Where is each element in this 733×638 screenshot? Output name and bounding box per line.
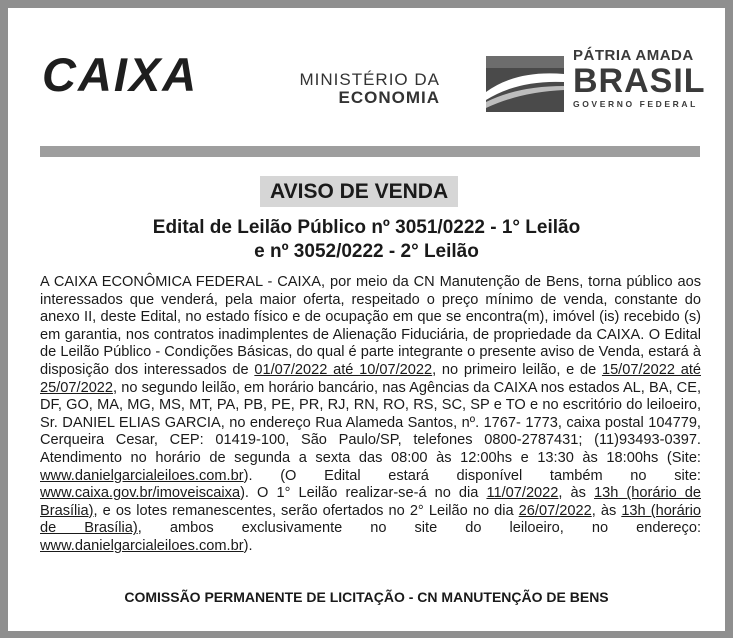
date-range-first-auction: 01/07/2022 até 10/07/2022 <box>254 361 433 378</box>
subtitle-line-2: e nº 3052/0222 - 2° Leilão <box>254 241 479 262</box>
ministerio-economia-logo <box>270 71 440 108</box>
date-range-second-auction: 15/07/2022 até 25/07/2022 <box>40 361 701 396</box>
notice-body <box>40 274 701 556</box>
body-segment: ). O 1° Leilão realizar-se-á no dia <box>240 485 487 502</box>
body-segment: , ambos exclusivamente no site do leiloeiro, no endereço: <box>137 520 702 537</box>
leiloeiro-site-link[interactable]: www.danielgarcialeiloes.com.br <box>40 467 244 484</box>
body-segment: , no primeiro leilão, e de <box>432 361 602 378</box>
brasil-text <box>573 48 706 109</box>
notice-footer: COMISSÃO PERMANENTE DE LICITAÇÃO - CN MANUTENÇÃO DE BENS <box>124 589 609 605</box>
second-auction-time: 13h (horário de Brasília) <box>40 502 702 537</box>
body-segment: , às <box>558 485 595 502</box>
body-segment: ). (O Edital estará disponível também no site: <box>243 467 701 484</box>
caixa-logo: CAIXA <box>42 48 199 101</box>
notice-title: AVISO DE VENDA <box>260 176 458 207</box>
body-segment: , às <box>591 502 622 519</box>
header <box>8 8 725 138</box>
body-segment: A CAIXA ECONÔMICA FEDERAL - CAIXA, por meio da CN Manutenção de Bens, torna público aos interessados que venderá, pela maior oferta, respeitado o preço mínimo de venda, constante do anexo II, deste Edital, no estado físico e de ocupação em que se encontra(m), imóvel (is) recebido (s) em garantia, nos contratos inadimplentes de Alienação Fiduciária, de propriedade da CAIXA. O Edital de Leilão Público - Condições Básicas, do qual é parte integrante o presente aviso de Venda, estará à disposição dos interessados de <box>40 274 701 378</box>
body-segment: , no segundo leilão, em horário bancário, nas Agências da CAIXA nos estados AL, BA, CE, DF, GO, MA, MG, MS, MT, PA, PB, PE, PR, RJ, RN, RO, RS, SC, SP e TO e no escritório do leiloeiro, Sr. DANIEL ELIAS GARCIA, no endereço Rua Alameda Santos, nº. 1767- 1773, caixa postal 104779, Cerqueira Cesar, CEP: 01419-100, São Paulo/SP, telefones 0800-2787431; (11)93493-0397. Atendimento no horário de segunda a sexta das 08:00 às 12:00hs e 13:30 às 18:00hs (Site: <box>40 379 701 466</box>
ministerio-line: MINISTÉRIO DA <box>299 70 440 89</box>
body-segment: , e os lotes remanescentes, serão ofertados no 2° Leilão no dia <box>93 502 519 519</box>
economia-line: ECONOMIA <box>338 88 440 107</box>
notice-subtitle <box>8 216 725 264</box>
header-divider <box>40 146 700 157</box>
leiloeiro-site-link-2[interactable]: www.danielgarcialeiloes.com.br <box>40 537 244 554</box>
first-auction-date: 11/07/2022 <box>486 485 559 502</box>
patria-amada-label: PÁTRIA AMADA <box>573 47 694 64</box>
subtitle-line-1: Edital de Leilão Público nº 3051/0222 - 1° Leilão <box>152 217 581 238</box>
brasil-label: BRASIL <box>573 62 706 100</box>
second-auction-date: 26/07/2022 <box>518 502 592 519</box>
governo-federal-label: GOVERNO FEDERAL <box>573 99 698 109</box>
first-auction-time: 13h (horário de Brasília) <box>40 485 702 519</box>
caixa-site-link[interactable]: www.caixa.gov.br/imoveiscaixa <box>40 485 241 502</box>
body-segment: ). <box>243 537 253 554</box>
brasil-flag-emblem-icon <box>486 56 564 112</box>
